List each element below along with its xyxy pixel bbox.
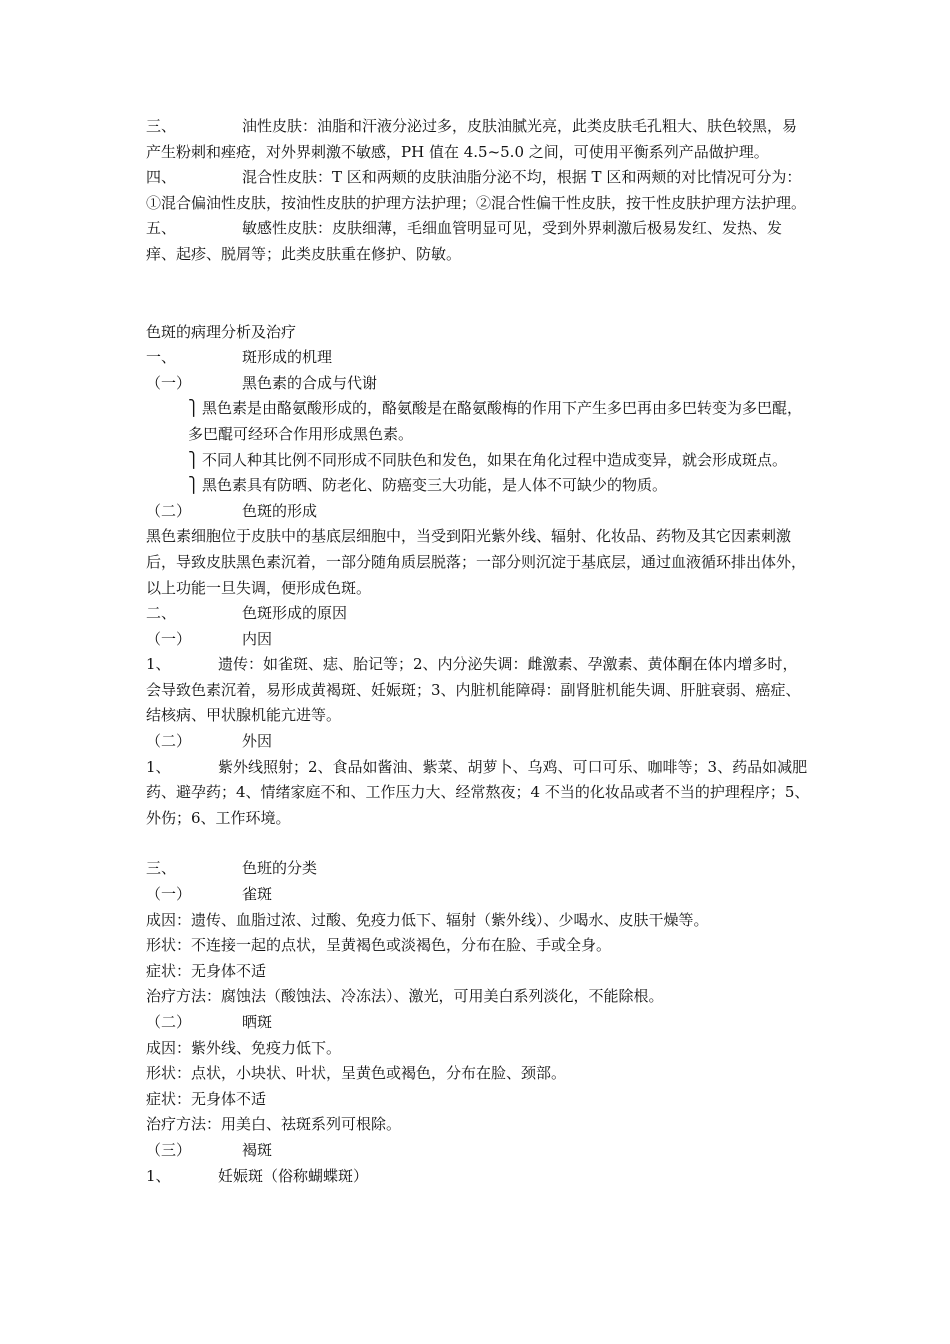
heading-text: 雀斑 — [242, 885, 273, 904]
list-number: 四、 — [146, 168, 177, 187]
paragraph-text: 油性皮肤：油脂和汗液分泌过多，皮肤油腻光亮，此类皮肤毛孔粗大、肤色较黑，易产生粉刺和痤疮，对外界刺激不敏感，PH 值在 4.5~5.0 之间，可使用平衡系列产品做护理。 — [146, 117, 798, 161]
bullet-mark-icon: ⎫ — [188, 476, 200, 495]
list-number: （二） — [146, 732, 192, 751]
list-number: 1、 — [146, 757, 171, 776]
part2-sub2-heading — [146, 729, 810, 755]
paragraph-line: 治疗方法：腐蚀法（酸蚀法、冷冻法）、激光，可用美白系列淡化，不能除根。 — [146, 987, 664, 1006]
bullet-text: 黑色素具有防晒、防老化、防癌变三大功能，是人体不可缺少的物质。 — [202, 476, 668, 495]
heading-text: 外因 — [242, 732, 273, 751]
heading-text: 色斑的形成 — [242, 501, 318, 520]
list-item — [146, 652, 810, 729]
paragraph-text: 紫外线照射；2、食品如酱油、紫菜、胡萝卜、乌鸡、可口可乐、咖啡等；3、药品如减肥药、避孕药；4、情绪家庭不和、工作压力大、经常熬夜；4 不当的化妆品或者不当的护理程序；5、外伤；6、工作环境。 — [146, 757, 810, 827]
paragraph-text: 遗传：如雀斑、痣、胎记等；2、内分泌失调：雌激素、孕激素、黄体酮在体内增多时，会导致色素沉着，易形成黄褐斑、妊娠斑；3、内脏机能障碍：副肾脏机能失调、肝脏衰弱、癌症、结核病、甲状腺机能亢进等。 — [146, 655, 801, 725]
bullet-item — [146, 448, 810, 474]
paragraph-line: 成因：紫外线、免疫力低下。 — [146, 1038, 342, 1057]
paragraph-text: 敏感性皮肤：皮肤细薄，毛细血管明显可见，受到外界刺激后极易发红、发热、发痒、起疹、脱屑等；此类皮肤重在修护、防敏。 — [146, 219, 783, 263]
bullet-text: 黑色素是由酪氨酸形成的，酪氨酸是在酪氨酸梅的作用下产生多巴再由多巴转变为多巴醌，多巴醌可经环合作用形成黑色素。 — [188, 399, 803, 443]
list-number: （一） — [146, 373, 192, 392]
list-number: 二、 — [146, 604, 177, 623]
paragraph-line: 症状：无身体不适 — [146, 961, 267, 980]
skin-type-oily — [146, 114, 810, 165]
paragraph-line: 治疗方法：用美白、祛斑系列可根除。 — [146, 1115, 402, 1134]
heading-text: 晒斑 — [242, 1013, 273, 1031]
part1-sub2-heading — [146, 499, 810, 525]
bullet-item — [146, 396, 810, 447]
part1-sub1-heading — [146, 371, 810, 397]
paragraph-text: 妊娠斑（俗称蝴蝶斑） — [218, 1166, 369, 1185]
list-number: （二） — [146, 1013, 192, 1031]
list-item — [146, 755, 810, 832]
paragraph-line: 形状：点状，小块状、叶状，呈黄色或褐色，分布在脸、颈部。 — [146, 1064, 567, 1083]
skin-type-sensitive — [146, 216, 810, 267]
heading-text: 黑色素的合成与代谢 — [242, 373, 378, 392]
list-number: 五、 — [146, 219, 177, 238]
list-number: 1、 — [146, 1166, 171, 1185]
skin-type-combination — [146, 165, 810, 216]
paragraph-line: 成因：遗传、血脂过浓、过酸、免疫力低下、辐射（紫外线）、少喝水、皮肤干燥等。 — [146, 910, 709, 929]
document-page — [146, 114, 810, 1189]
heading-text: 色斑形成的原因 — [242, 604, 348, 623]
list-number: （一） — [146, 885, 192, 904]
part3-sub3-heading — [146, 1138, 810, 1164]
list-number: （三） — [146, 1140, 192, 1159]
list-item — [146, 1164, 810, 1190]
part1-heading — [146, 345, 810, 371]
bullet-mark-icon: ⎫ — [188, 450, 200, 469]
bullet-text: 不同人种其比例不同形成不同肤色和发色，如果在角化过程中造成变异，就会形成斑点。 — [202, 450, 788, 469]
paragraph-line: 症状：无身体不适 — [146, 1089, 267, 1108]
bullet-item — [146, 473, 810, 499]
part3-sub1-heading — [146, 882, 810, 908]
heading-text: 色班的分类 — [242, 859, 318, 878]
spacer — [146, 831, 810, 856]
section-title: 色斑的病理分析及治疗 — [146, 322, 297, 341]
part3-heading — [146, 856, 810, 882]
paragraph-line: 形状：不连接一起的点状，呈黄褐色或淡褐色，分布在脸、手或全身。 — [146, 936, 612, 955]
spacer — [146, 268, 810, 320]
list-number: 三、 — [146, 117, 177, 135]
list-number: 一、 — [146, 348, 177, 367]
list-number: 三、 — [146, 859, 177, 878]
heading-text: 内因 — [242, 629, 273, 648]
list-number: 1、 — [146, 655, 171, 674]
heading-text: 斑形成的机理 — [242, 348, 333, 367]
part3-sub2-heading — [146, 1010, 810, 1036]
list-number: （一） — [146, 629, 192, 648]
paragraph: 黑色素细胞位于皮肤中的基底层细胞中，当受到阳光紫外线、辐射、化妆品、药物及其它因素刺激后，导致皮肤黑色素沉着，一部分随角质层脱落；一部分则沉淀于基底层，通过血液循环排出体外，以上功能一旦失调，便形成色斑。 — [146, 527, 807, 597]
list-number: （二） — [146, 501, 192, 520]
bullet-mark-icon: ⎫ — [188, 399, 200, 418]
paragraph-text: 混合性皮肤：T 区和两颊的皮肤油脂分泌不均，根据 T 区和两颊的对比情况可分为：①混合偏油性皮肤，按油性皮肤的护理方法护理；②混合性偏干性皮肤，按干性皮肤护理方法护理。 — [146, 168, 807, 212]
part2-sub1-heading — [146, 627, 810, 653]
heading-text: 褐斑 — [242, 1140, 273, 1159]
part2-heading — [146, 601, 810, 627]
